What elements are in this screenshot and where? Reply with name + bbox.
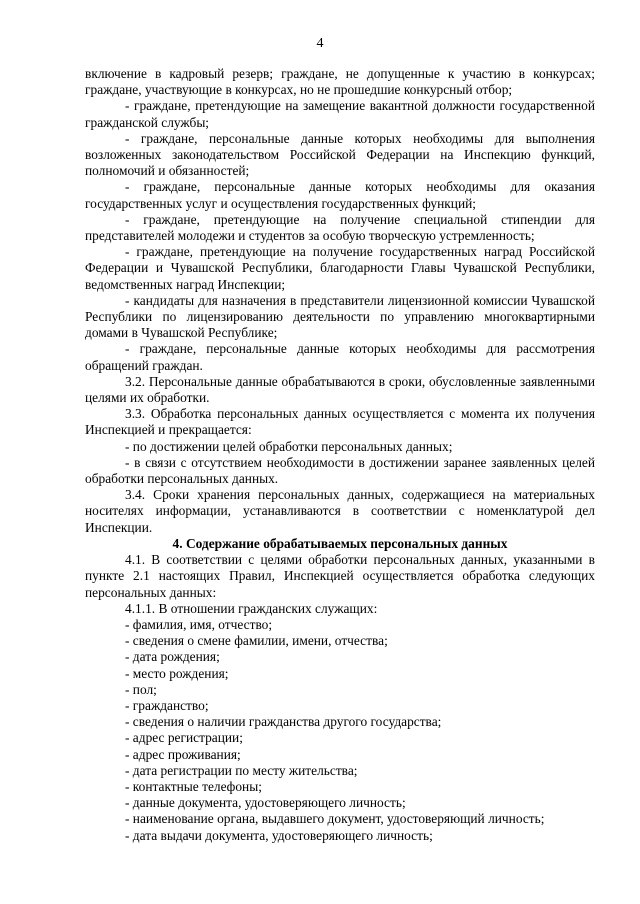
section-heading: 4. Содержание обрабатываемых персональных данных	[172, 535, 508, 551]
clause-3-3: 3.3. Обработка персональных данных осуществляется с момента их получения Инспекцией и прекращается:	[85, 406, 595, 438]
list-item: - адрес проживания;	[125, 746, 241, 762]
document-body	[85, 66, 595, 844]
list-item: - дата рождения;	[125, 649, 220, 665]
list-item: - наименование органа, выдавшего документ, удостоверяющий личность;	[125, 811, 545, 827]
list-item: - по достижении целей обработки персональных данных;	[125, 438, 453, 454]
list-item: - граждане, претендующие на получение специальной стипендии для представителей молодежи и студентов за особую творческую устремленность;	[85, 211, 595, 244]
list-item: - кандидаты для назначения в представители лицензионной комиссии Чувашской Республики по лицензированию деятельности по управлению многоквартирными домами в Чувашской Республике;	[85, 292, 595, 341]
list-item: - адрес регистрации;	[125, 730, 243, 746]
list-item: - граждане, персональные данные которых необходимы для выполнения возложенных законодательством Российской Федерации на Инспекцию функций, полномочий и обязанностей;	[85, 130, 595, 179]
list-item: - фамилия, имя, отчество;	[125, 616, 273, 632]
list-item: - граждане, претендующие на получение государственных наград Российской Федерации и Чувашской Республики, благодарности Главы Чувашской Республики, ведомственных наград Инспекции;	[85, 244, 595, 292]
paragraph-continuation: включение в кадровый резерв; граждане, не допущенные к участию в конкурсах; граждане, участвующие в конкурсах, но не прошедшие конкурсный отбор;	[85, 66, 595, 98]
list-item: - пол;	[125, 681, 157, 697]
list-item: - в связи с отсутствием необходимости в достижении заранее заявленных целей обработки персональных данных.	[85, 454, 595, 487]
list-item: - данные документа, удостоверяющего личность;	[125, 795, 406, 811]
list-item: - место рождения;	[125, 665, 229, 681]
clause-3-4: 3.4. Сроки хранения персональных данных, содержащиеся на материальных носителях информации, устанавливаются в соответствии с номенклатурой дел Инспекции.	[85, 487, 595, 535]
clause-4-1-1: 4.1.1. В отношении гражданских служащих:	[125, 600, 378, 616]
list-item: - граждане, персональные данные которых необходимы для рассмотрения обращений граждан.	[85, 341, 595, 373]
list-item: - дата регистрации по месту жительства;	[125, 762, 358, 778]
list-item: - контактные телефоны;	[125, 778, 262, 794]
list-item: - гражданство;	[125, 697, 209, 713]
clause-3-2: 3.2. Персональные данные обрабатываются в сроки, обусловленные заявленными целями их обработки.	[85, 373, 595, 406]
page-number: 4	[316, 36, 324, 51]
list-item: - дата выдачи документа, удостоверяющего личность;	[125, 827, 433, 843]
list-item: - сведения о наличии гражданства другого государства;	[125, 714, 442, 730]
list-item: - сведения о смене фамилии, имени, отчества;	[125, 633, 388, 649]
clause-4-1: 4.1. В соответствии с целями обработки персональных данных, указанными в пункте 2.1 настоящих Правил, Инспекцией осуществляется обработка следующих персональных данных:	[85, 552, 595, 600]
list-item: - граждане, претендующие на замещение вакантной должности государственной гражданской службы;	[85, 98, 595, 130]
list-item: - граждане, персональные данные которых необходимы для оказания государственных услуг и осуществления государственных функций;	[85, 179, 595, 211]
